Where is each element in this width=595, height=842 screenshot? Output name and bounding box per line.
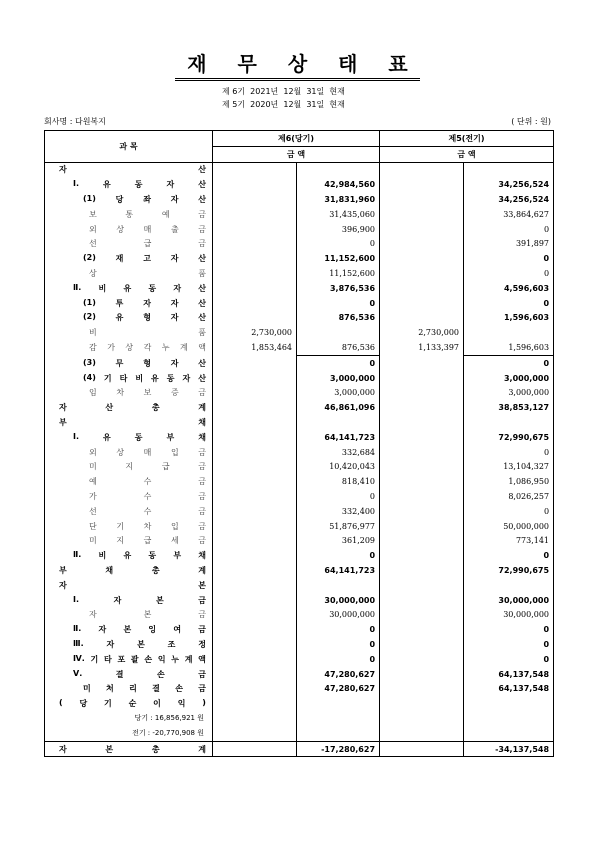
amount-c3 — [380, 726, 464, 741]
account-label — [45, 741, 213, 757]
amount-c1 — [213, 726, 297, 741]
table-row — [45, 681, 554, 696]
period-prior: 제 5기 2020년 12월 31일 현재 — [222, 100, 345, 109]
amount-c2: 11,152,600 — [297, 266, 380, 281]
amount-c4 — [464, 325, 554, 340]
table-row — [45, 563, 554, 578]
account-label-text: 부 채 총 계 — [59, 566, 206, 575]
amount-c1 — [213, 578, 297, 593]
account-label-text: 미 처 리 결 손 금 — [83, 684, 206, 694]
amount-c4: 0 — [464, 251, 554, 266]
amount-c1 — [213, 296, 297, 311]
account-label-text: 감 가 상 각 누 계 액 — [89, 343, 206, 353]
amount-c4: 38,853,127 — [464, 400, 554, 415]
amount-c3 — [380, 237, 464, 252]
amount-c2: 46,861,096 — [297, 400, 380, 415]
amount-c1 — [213, 563, 297, 578]
account-label — [45, 548, 213, 563]
table-row — [45, 207, 554, 222]
amount-c1 — [213, 652, 297, 667]
amount-c1 — [213, 696, 297, 711]
table-row — [45, 162, 554, 177]
account-label-text: Ⅱ. 비 유 동 자 산 — [73, 282, 206, 293]
amount-c1: 1,853,464 — [213, 340, 297, 355]
amount-c1 — [213, 519, 297, 534]
account-label-text: 자 산 — [59, 165, 206, 175]
account-label-text: (4) 기 타 비 유 동 자 산 — [83, 372, 206, 383]
amount-c3 — [380, 162, 464, 177]
amount-c2: 31,831,960 — [297, 192, 380, 207]
amount-c4: 0 — [464, 652, 554, 667]
account-label — [45, 415, 213, 430]
amount-c2: 47,280,627 — [297, 667, 380, 682]
amount-c1 — [213, 162, 297, 177]
amount-c4: 64,137,548 — [464, 667, 554, 682]
account-label-text: 외 상 매 입 금 — [89, 447, 206, 457]
header-account: 과 목 — [45, 131, 213, 163]
amount-c3 — [380, 355, 464, 370]
account-label — [45, 578, 213, 593]
account-label — [45, 207, 213, 222]
amount-c3 — [380, 504, 464, 519]
amount-c1 — [213, 741, 297, 757]
amount-c2: 64,141,723 — [297, 430, 380, 445]
amount-c2: 0 — [297, 637, 380, 652]
table-row — [45, 430, 554, 445]
amount-c4 — [464, 162, 554, 177]
account-label-text: 보 통 예 금 — [89, 209, 206, 219]
table-row — [45, 578, 554, 593]
amount-c1 — [213, 430, 297, 445]
amount-c4: 1,596,603 — [464, 311, 554, 326]
amount-c3 — [380, 711, 464, 726]
account-label — [45, 371, 213, 386]
amount-c3 — [380, 296, 464, 311]
amount-c4: 0 — [464, 445, 554, 460]
amount-c1 — [213, 460, 297, 475]
table-row — [45, 548, 554, 563]
amount-c4: 34,256,524 — [464, 192, 554, 207]
account-label — [45, 162, 213, 177]
account-label-text: 자 본 금 — [89, 610, 206, 620]
balance-sheet-table — [44, 130, 554, 757]
amount-c4: 72,990,675 — [464, 563, 554, 578]
amount-c2: 30,000,000 — [297, 593, 380, 608]
table-row — [45, 237, 554, 252]
amount-c4: 50,000,000 — [464, 519, 554, 534]
table-row — [45, 177, 554, 192]
table-row — [45, 460, 554, 475]
account-label-text: (1) 투 자 자 산 — [83, 297, 206, 308]
amount-c1 — [213, 207, 297, 222]
table-row — [45, 519, 554, 534]
amount-c3 — [380, 445, 464, 460]
account-label — [45, 237, 213, 252]
amount-c4 — [464, 696, 554, 711]
amount-c1 — [213, 237, 297, 252]
account-label — [45, 400, 213, 415]
amount-c2: 0 — [297, 489, 380, 504]
amount-c1 — [213, 192, 297, 207]
account-label-text: 자 산 총 계 — [59, 403, 206, 413]
amount-c1: 2,730,000 — [213, 325, 297, 340]
account-label-text: 미 지 급 금 — [89, 462, 206, 472]
amount-c3 — [380, 593, 464, 608]
amount-c2: 10,420,043 — [297, 460, 380, 475]
table-row — [45, 696, 554, 711]
amount-c1 — [213, 504, 297, 519]
table-row — [45, 637, 554, 652]
table-row — [45, 608, 554, 623]
amount-c2 — [297, 415, 380, 430]
amount-c3 — [380, 177, 464, 192]
account-label — [45, 608, 213, 623]
account-label-text: 자 본 — [59, 580, 206, 590]
account-label-text: 임 차 보 증 금 — [89, 388, 206, 398]
amount-c4: 0 — [464, 504, 554, 519]
amount-c1 — [213, 593, 297, 608]
amount-c3 — [380, 281, 464, 296]
header-current-amount: 금 액 — [213, 146, 380, 162]
table-row — [45, 192, 554, 207]
amount-c4: 33,864,627 — [464, 207, 554, 222]
amount-c3 — [380, 371, 464, 386]
amount-c2: 3,000,000 — [297, 386, 380, 401]
amount-c4: 391,897 — [464, 237, 554, 252]
account-label — [45, 325, 213, 340]
account-label — [45, 667, 213, 682]
amount-c3 — [380, 667, 464, 682]
account-label — [45, 251, 213, 266]
amount-c2: 876,536 — [297, 311, 380, 326]
amount-c3 — [380, 548, 464, 563]
table-row — [45, 622, 554, 637]
amount-c1 — [213, 311, 297, 326]
amount-c1 — [213, 177, 297, 192]
amount-c4 — [464, 415, 554, 430]
table-row — [45, 474, 554, 489]
account-label-text: 자 본 총 계 — [59, 744, 206, 754]
amount-c4: 8,026,257 — [464, 489, 554, 504]
amount-c2: 3,000,000 — [297, 371, 380, 386]
amount-c4: 0 — [464, 355, 554, 370]
amount-c4: 64,137,548 — [464, 681, 554, 696]
table-row — [45, 489, 554, 504]
table-row — [45, 652, 554, 667]
amount-c3 — [380, 415, 464, 430]
account-label-text: 가 수 금 — [89, 492, 206, 502]
account-label-text: Ⅱ. 자 본 잉 여 금 — [73, 624, 206, 635]
amount-c1 — [213, 667, 297, 682]
amount-c2: 332,400 — [297, 504, 380, 519]
table-row — [45, 371, 554, 386]
header-prior: 제5(전기) — [380, 131, 554, 147]
amount-c3 — [380, 637, 464, 652]
amount-c3 — [380, 266, 464, 281]
amount-c2 — [297, 325, 380, 340]
account-label — [45, 504, 213, 519]
amount-c3 — [380, 563, 464, 578]
amount-c2 — [297, 726, 380, 741]
amount-c3 — [380, 519, 464, 534]
account-label — [45, 340, 213, 355]
amount-c4 — [464, 711, 554, 726]
amount-c3 — [380, 489, 464, 504]
amount-c3 — [380, 386, 464, 401]
amount-c4 — [464, 726, 554, 741]
amount-c3 — [380, 400, 464, 415]
table-row — [45, 445, 554, 460]
amount-c1 — [213, 386, 297, 401]
table-row — [45, 400, 554, 415]
amount-c3 — [380, 430, 464, 445]
amount-c1 — [213, 474, 297, 489]
amount-c2: 42,984,560 — [297, 177, 380, 192]
account-label-text: Ⅰ. 자 본 금 — [73, 594, 206, 605]
amount-c4: 0 — [464, 222, 554, 237]
account-label-text: (2) 유 형 자 산 — [83, 312, 206, 323]
amount-c3 — [380, 311, 464, 326]
account-label — [45, 445, 213, 460]
account-label — [45, 281, 213, 296]
account-label-text: 선 수 금 — [89, 506, 206, 516]
amount-c2: 30,000,000 — [297, 608, 380, 623]
amount-c2: 0 — [297, 296, 380, 311]
table-row — [45, 593, 554, 608]
amount-c2: 3,876,536 — [297, 281, 380, 296]
amount-c2: 51,876,977 — [297, 519, 380, 534]
amount-c1 — [213, 415, 297, 430]
amount-c3 — [380, 222, 464, 237]
account-label — [45, 222, 213, 237]
amount-c2: 11,152,600 — [297, 251, 380, 266]
account-label — [45, 386, 213, 401]
account-label-text: 예 수 금 — [89, 477, 206, 487]
account-label-text: (1) 당 좌 자 산 — [83, 194, 206, 205]
table-row — [45, 251, 554, 266]
amount-c3 — [380, 652, 464, 667]
amount-c1 — [213, 251, 297, 266]
amount-c3 — [380, 207, 464, 222]
amount-c2: 0 — [297, 652, 380, 667]
account-label — [45, 192, 213, 207]
amount-c2: 0 — [297, 622, 380, 637]
amount-c2: 64,141,723 — [297, 563, 380, 578]
account-label-text: 비 품 — [89, 328, 206, 338]
amount-c1 — [213, 371, 297, 386]
account-label-text: Ⅲ. 자 본 조 정 — [73, 638, 206, 649]
amount-c1 — [213, 548, 297, 563]
amount-c1 — [213, 637, 297, 652]
amount-c4: 773,141 — [464, 534, 554, 549]
amount-c2: 361,209 — [297, 534, 380, 549]
amount-c2 — [297, 578, 380, 593]
amount-c3 — [380, 534, 464, 549]
amount-c4: 1,086,950 — [464, 474, 554, 489]
account-label — [45, 726, 213, 741]
amount-c3 — [380, 622, 464, 637]
account-label-text: Ⅱ. 비 유 동 부 채 — [73, 550, 206, 561]
amount-c4 — [464, 578, 554, 593]
table-row — [45, 504, 554, 519]
account-label — [45, 696, 213, 711]
amount-c1 — [213, 622, 297, 637]
table-row — [45, 667, 554, 682]
amount-c2: 31,435,060 — [297, 207, 380, 222]
amount-c2: -17,280,627 — [297, 741, 380, 757]
account-label-text: 단 기 차 입 금 — [89, 521, 206, 531]
amount-c2 — [297, 696, 380, 711]
table-row — [45, 266, 554, 281]
account-label-text: (3) 무 형 자 산 — [83, 357, 206, 368]
account-label-text: Ⅰ. 유 동 자 산 — [73, 179, 206, 190]
account-label — [45, 593, 213, 608]
amount-c2: 332,684 — [297, 445, 380, 460]
amount-c4: 1,596,603 — [464, 340, 554, 355]
amount-c2: 396,900 — [297, 222, 380, 237]
header-prior-amount: 금 액 — [380, 146, 554, 162]
table-row — [45, 355, 554, 370]
account-label-text: (2) 재 고 자 산 — [83, 253, 206, 264]
amount-c4: 72,990,675 — [464, 430, 554, 445]
table-row — [45, 726, 554, 741]
amount-c2 — [297, 711, 380, 726]
account-label-text: ( 당 기 순 이 익 ) — [59, 698, 206, 709]
amount-c3: 2,730,000 — [380, 325, 464, 340]
amount-c2: 47,280,627 — [297, 681, 380, 696]
amount-c2: 818,410 — [297, 474, 380, 489]
account-label — [45, 652, 213, 667]
table-row — [45, 296, 554, 311]
account-label — [45, 681, 213, 696]
account-label-text: 선 급 금 — [89, 239, 206, 249]
account-label-text: 전기 : -20,770,908 원 — [132, 729, 204, 738]
unit-label: ( 단위 : 원) — [511, 117, 551, 126]
amount-c4: 13,104,327 — [464, 460, 554, 475]
account-label — [45, 177, 213, 192]
amount-c3 — [380, 192, 464, 207]
amount-c1 — [213, 534, 297, 549]
account-label — [45, 489, 213, 504]
account-label-text: Ⅰ. 유 동 부 채 — [73, 431, 206, 442]
account-label-text: Ⅳ. 기 타 포 괄 손 익 누 계 액 — [73, 653, 206, 664]
table-row — [45, 311, 554, 326]
account-label-text: Ⅴ. 결 손 금 — [73, 668, 206, 679]
amount-c1 — [213, 608, 297, 623]
account-label — [45, 711, 213, 726]
amount-c3: 1,133,397 — [380, 340, 464, 355]
amount-c1 — [213, 281, 297, 296]
table-row — [45, 281, 554, 296]
amount-c4: 3,000,000 — [464, 371, 554, 386]
amount-c3 — [380, 696, 464, 711]
table-row — [45, 741, 554, 757]
amount-c2: 0 — [297, 548, 380, 563]
account-label — [45, 266, 213, 281]
table-row — [45, 386, 554, 401]
amount-c4: 0 — [464, 637, 554, 652]
amount-c4: 0 — [464, 266, 554, 281]
account-label — [45, 519, 213, 534]
account-label — [45, 430, 213, 445]
table-row — [45, 340, 554, 355]
amount-c1 — [213, 222, 297, 237]
account-label — [45, 637, 213, 652]
amount-c2: 876,536 — [297, 340, 380, 355]
amount-c3 — [380, 578, 464, 593]
account-label — [45, 460, 213, 475]
amount-c3 — [380, 741, 464, 757]
account-label — [45, 311, 213, 326]
amount-c1 — [213, 355, 297, 370]
amount-c4: 30,000,000 — [464, 608, 554, 623]
amount-c4: 30,000,000 — [464, 593, 554, 608]
account-label-text: 당기 : 16,856,921 원 — [134, 714, 204, 723]
account-label — [45, 622, 213, 637]
amount-c3 — [380, 681, 464, 696]
table-row — [45, 325, 554, 340]
account-label — [45, 534, 213, 549]
account-label-text: 미 지 급 세 금 — [89, 536, 206, 546]
amount-c3 — [380, 474, 464, 489]
amount-c4: 4,596,603 — [464, 281, 554, 296]
amount-c1 — [213, 400, 297, 415]
amount-c2: 0 — [297, 237, 380, 252]
account-label — [45, 474, 213, 489]
amount-c3 — [380, 251, 464, 266]
amount-c1 — [213, 711, 297, 726]
account-label — [45, 355, 213, 370]
account-label-text: 부 채 — [59, 418, 206, 428]
amount-c4: 34,256,524 — [464, 177, 554, 192]
header-current: 제6(당기) — [213, 131, 380, 147]
amount-c1 — [213, 445, 297, 460]
account-label-text: 상 품 — [89, 269, 206, 279]
amount-c4: 3,000,000 — [464, 386, 554, 401]
company-name: 회사명 : 다원복지 — [44, 117, 106, 126]
period-current: 제 6기 2021년 12월 31일 현재 — [222, 87, 345, 96]
account-label — [45, 563, 213, 578]
amount-c4: 0 — [464, 548, 554, 563]
account-label — [45, 296, 213, 311]
amount-c2: 0 — [297, 355, 380, 370]
amount-c4: 0 — [464, 622, 554, 637]
document-title: 재 무 상 태 표 — [0, 48, 595, 77]
amount-c3 — [380, 460, 464, 475]
amount-c1 — [213, 489, 297, 504]
amount-c4: -34,137,548 — [464, 741, 554, 757]
amount-c4: 0 — [464, 296, 554, 311]
table-row — [45, 711, 554, 726]
table-row — [45, 222, 554, 237]
amount-c1 — [213, 266, 297, 281]
table-row — [45, 415, 554, 430]
amount-c1 — [213, 681, 297, 696]
amount-c2 — [297, 162, 380, 177]
account-label-text: 외 상 매 출 금 — [89, 224, 206, 234]
amount-c3 — [380, 608, 464, 623]
table-row — [45, 534, 554, 549]
